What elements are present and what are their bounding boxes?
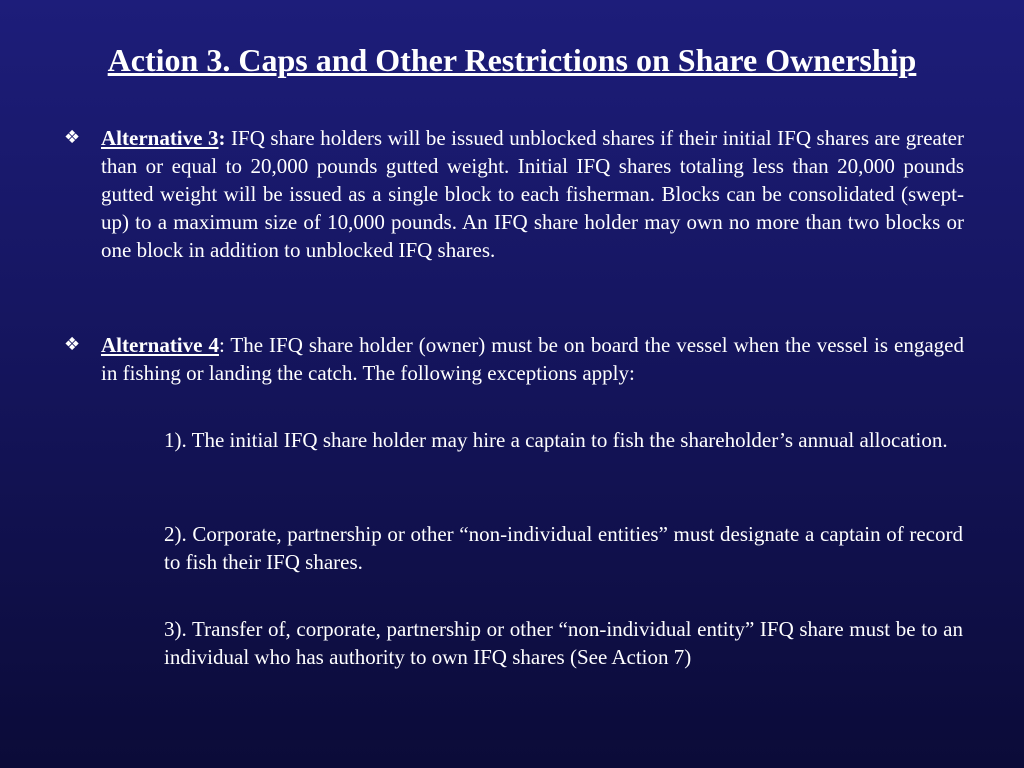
diamond-bullet-icon: ❖ (64, 334, 81, 355)
exception-2: 2). Corporate, partnership or other “non-individual entities” must designate a captain of record to fish their IFQ shares. (164, 522, 963, 574)
alternative-4-text (101, 331, 964, 387)
alternative-3-separator: : (218, 126, 226, 150)
alternative-3-body: IFQ share holders will be issued unblocked shares if their initial IFQ shares are greater than or equal to 20,000 pounds gutted weight. Initial IFQ shares totaling less than 20,000 pounds gutted weight will be issued as a single block to each fisherman. Blocks can be consolidated (swept-up) to a maximum size of 10,000 pounds. An IFQ share holder may own no more than two blocks or one block in addition to unblocked IFQ shares. (101, 126, 964, 262)
alternative-4-body: The IFQ share holder (owner) must be on board the vessel when the vessel is engaged in fishing or landing the catch. The following exceptions apply: (101, 333, 964, 385)
exception-3: 3). Transfer of, corporate, partnership or other “non-individual entity” IFQ share must be to an individual who has authority to own IFQ shares (See Action 7) (164, 617, 963, 669)
exception-1: 1). The initial IFQ share holder may hire a captain to fish the shareholder’s annual allocation. (164, 428, 948, 452)
alternative-3-text (101, 124, 964, 264)
alternative-3-label: Alternative 3 (101, 126, 219, 150)
diamond-bullet-icon: ❖ (64, 127, 81, 148)
alternative-4-item (64, 331, 964, 387)
alternative-4-label: Alternative 4 (101, 333, 219, 357)
alternative-4-separator: : (218, 333, 225, 357)
slide-title: Action 3. Caps and Other Restrictions on Share Ownership (107, 42, 917, 78)
alternative-3-item (64, 124, 964, 264)
